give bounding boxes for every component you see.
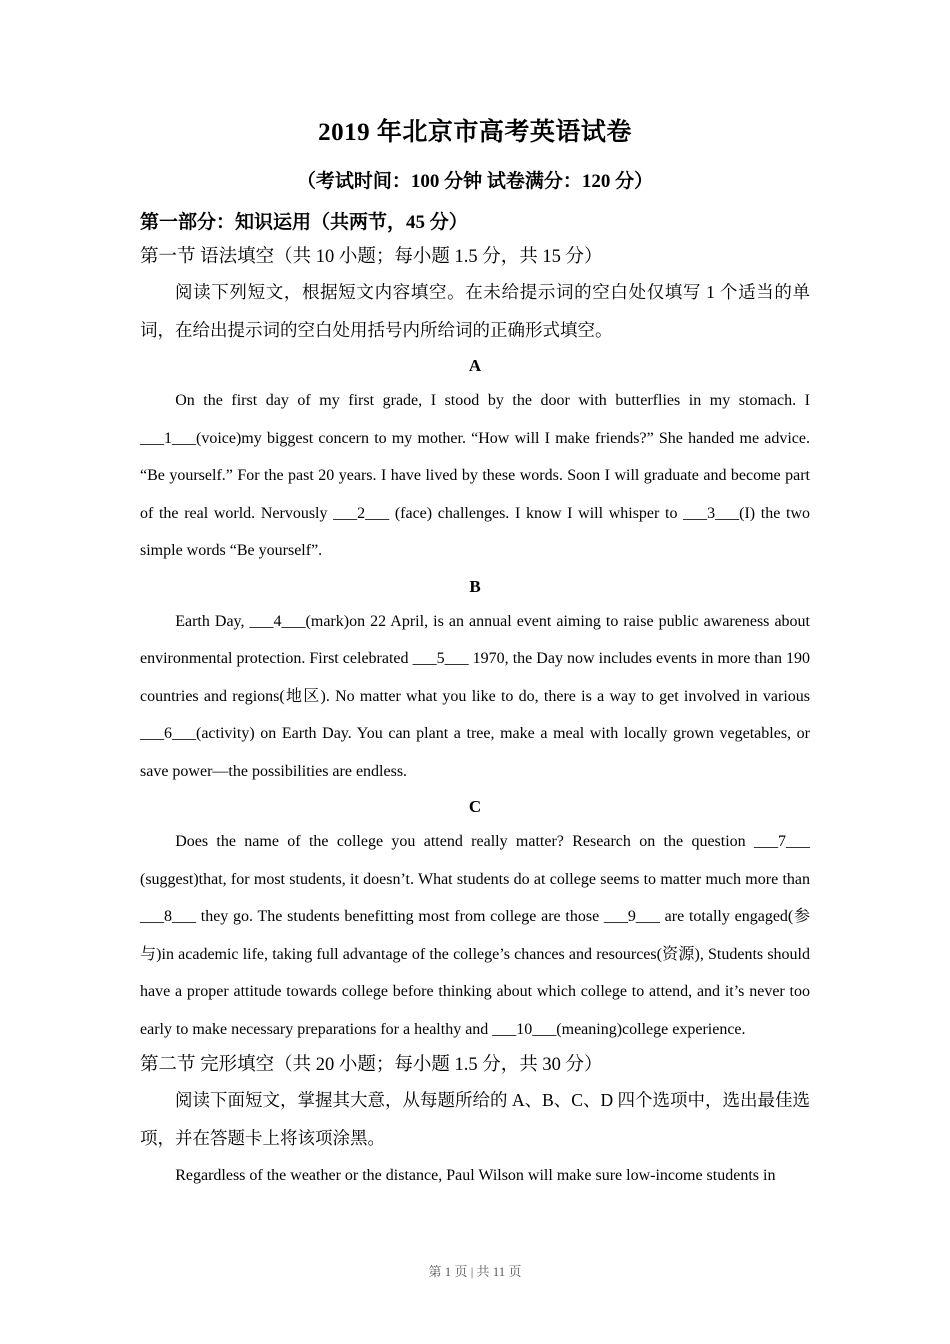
exam-info: （考试时间：100 分钟 试卷满分：120 分） — [296, 171, 654, 192]
page-title: 2019 年北京市高考英语试卷 — [318, 119, 632, 146]
passage-a-label: A — [468, 356, 482, 375]
section1-instructions: 阅读下列短文，根据短文内容填空。在未给提示词的空白处仅填写 1 个适当的单词，在给出提示词的空白处用括号内所给词的正确形式填空。 — [140, 282, 810, 340]
cloze-passage-intro: Regardless of the weather or the distance, Paul Wilson will make sure low-income students in — [175, 1167, 776, 1184]
passage-b-label: B — [469, 576, 481, 596]
part1-heading: 第一部分：知识运用（共两节，45 分） — [140, 212, 468, 233]
passage-b-text: Earth Day, ___4___(mark)on 22 April, is an annual event aiming to raise public awareness about environmental protection. First celebrated ___5___ 1970, the Day now includes events in more than 190 countries and regions(地区). No matter what you like to do, there is a way to get involved in various ___6___(activity) on Earth Day. You can plant a tree, make a meal with locally grown vegetables, or save power—the possibilities are endless. — [140, 612, 810, 780]
passage-c-text: Does the name of the college you attend really matter? Research on the question ___7___ (suggest)that, for most students, it doesn’t. What students do at college seems to matter much more than ___8___ they go. The students benefitting most from college are those ___9___ are totally engaged(参与)in academic life, taking full advantage of the college’s chances and resources(资源), Students should have a proper attitude towards college before thinking about which college to attend, and it’s never too early to make necessary preparations for a healthy and ___10___(meaning)college experience. — [140, 833, 811, 1038]
section1-heading: 第一节 语法填空（共 10 小题；每小题 1.5 分，共 15 分） — [140, 247, 603, 267]
passage-c-label: C — [468, 797, 482, 816]
section2-heading: 第二节 完形填空（共 20 小题；每小题 1.5 分，共 30 分） — [140, 1055, 603, 1075]
section2-instructions: 阅读下面短文，掌握其大意，从每题所给的 A、B、C、D 四个选项中，选出最佳选项，并在答题卡上将该项涂黑。 — [140, 1090, 810, 1148]
passage-a-text: On the first day of my first grade, I stood by the door with butterflies in my stomach. I ___1___(voice)my biggest concern to my mother. “How will I make friends?” She handed me advice. “Be yourself.” For the past 20 years. I have lived by these words. Soon I will graduate and become part of the real world. Nervously ___2___ (face) challenges. I know I will whisper to ___3___(I) the two simple words “Be yourself”. — [140, 392, 810, 559]
page-footer: 第 1 页 | 共 11 页 — [428, 1264, 522, 1279]
